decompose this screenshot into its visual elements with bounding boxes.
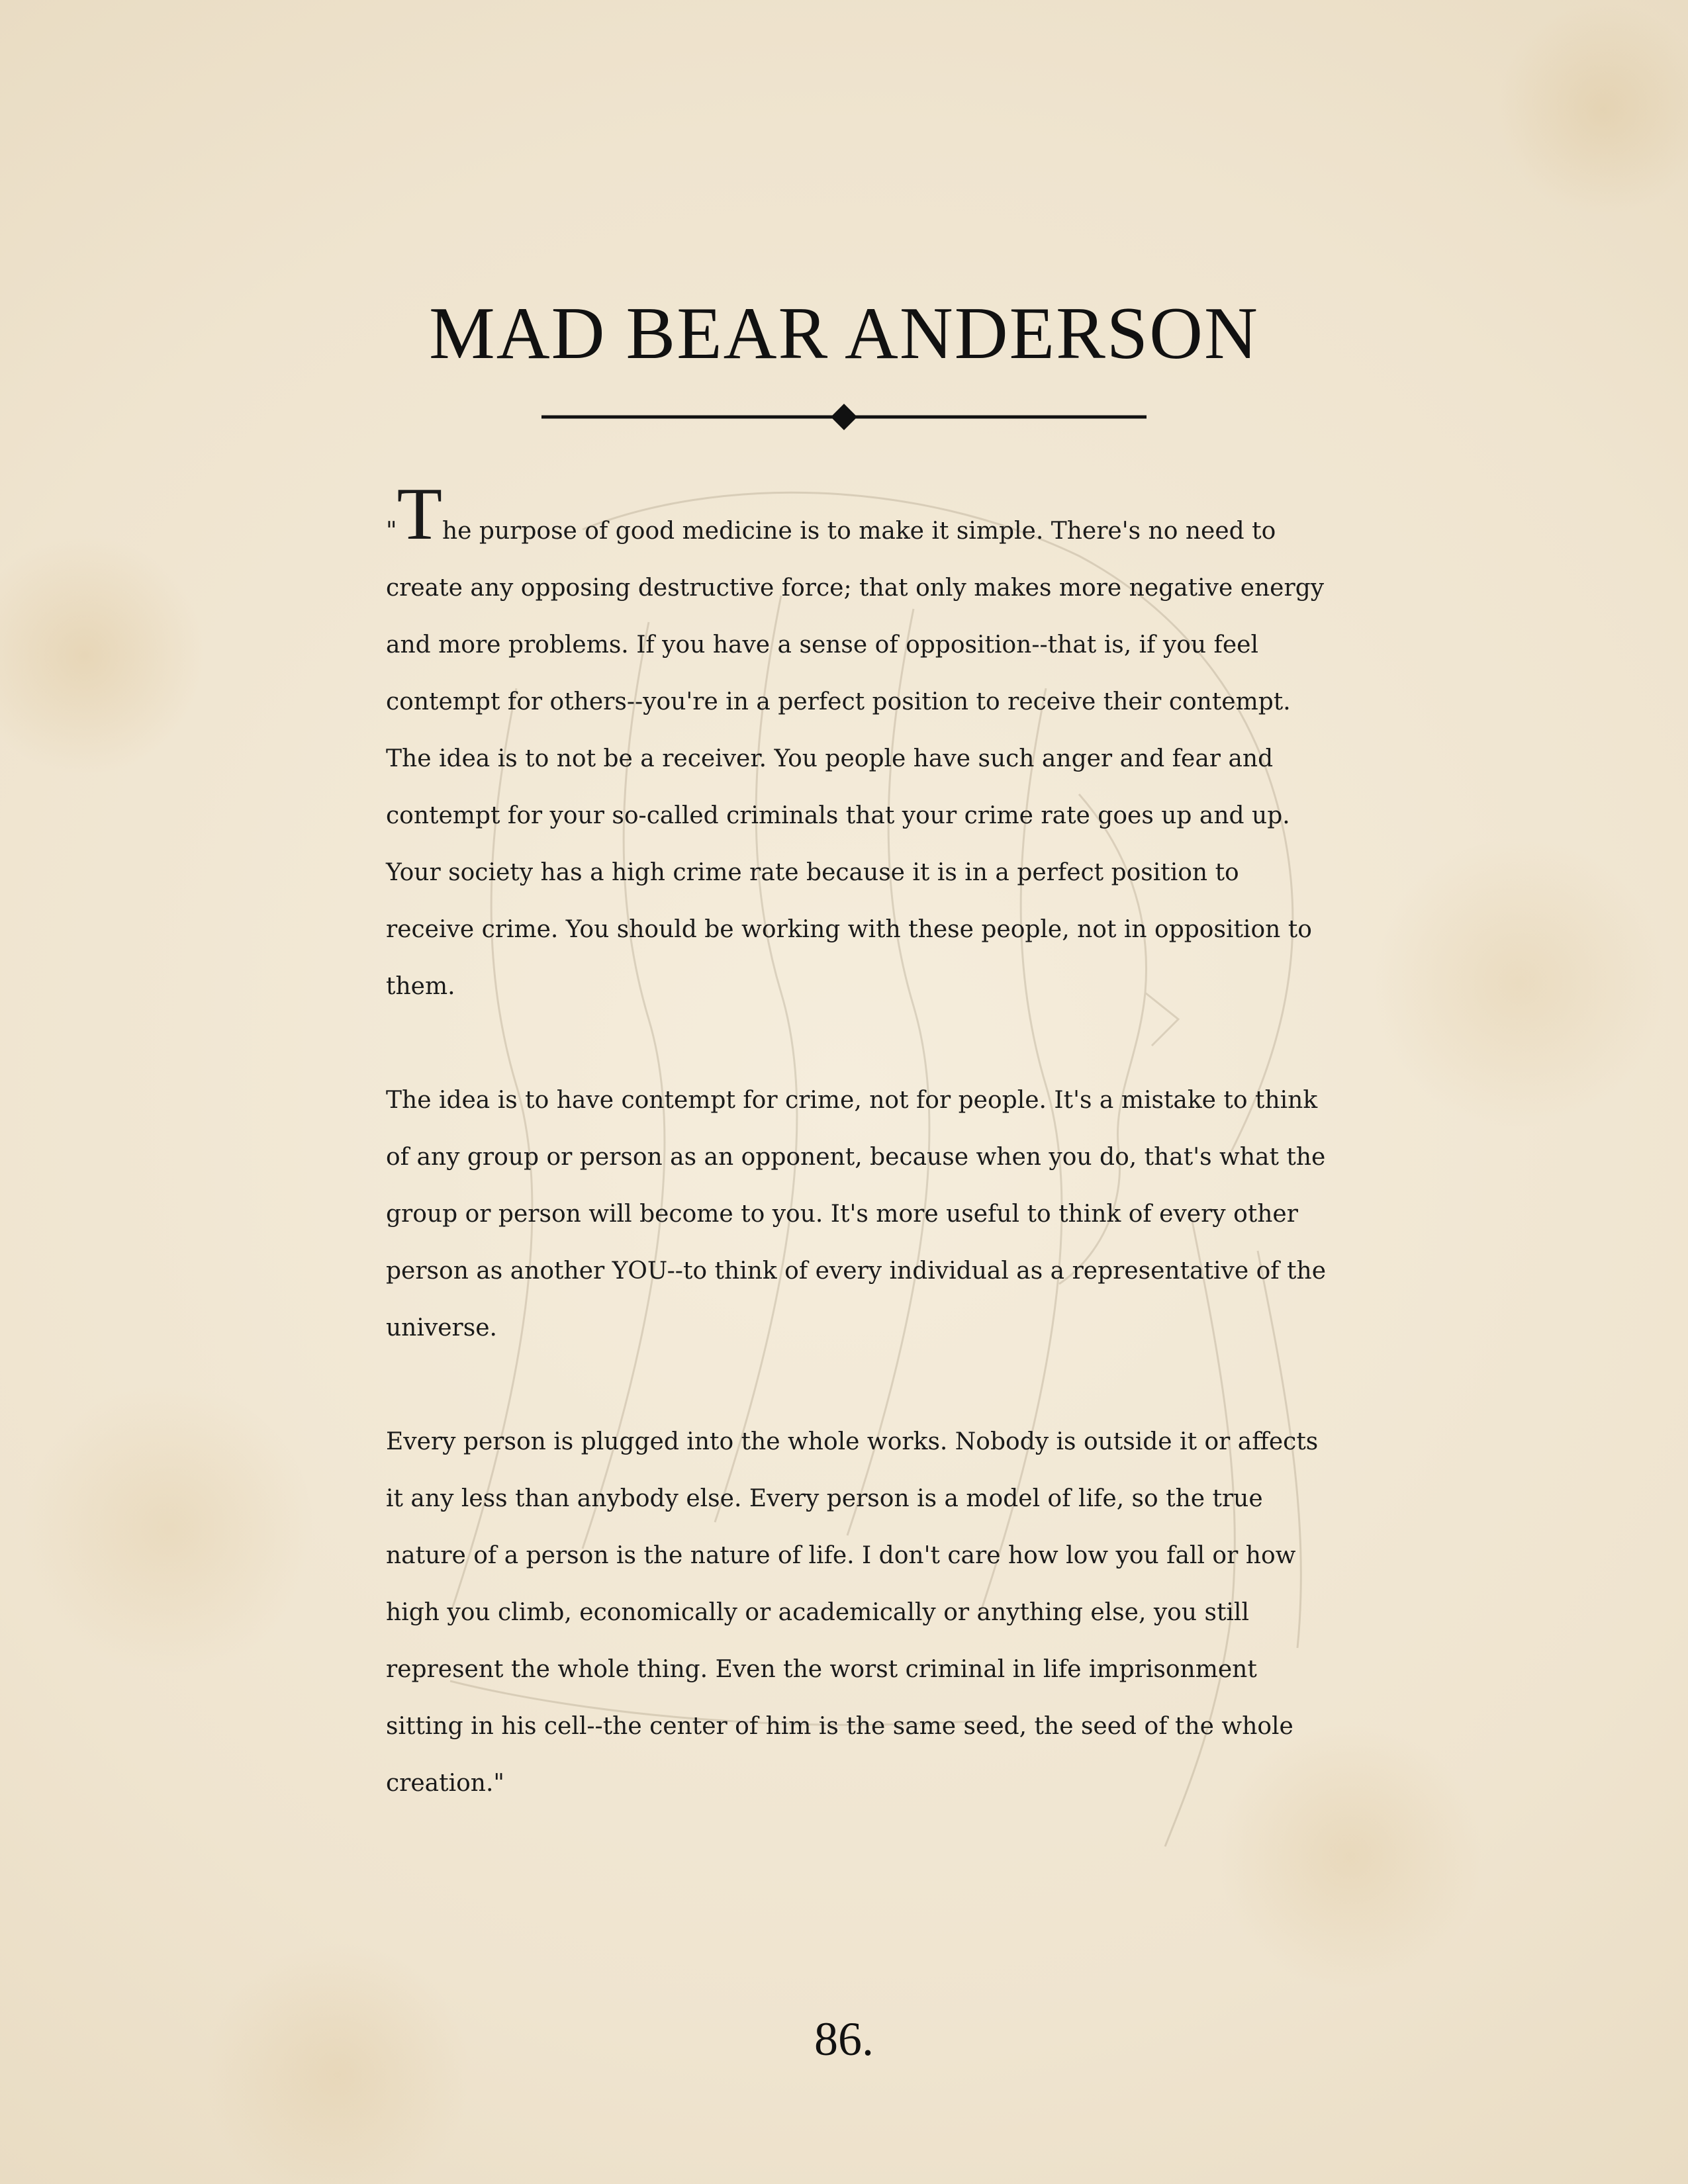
open-quote-mark: " — [386, 518, 397, 545]
quote-paragraph — [386, 473, 1326, 1015]
drop-cap: T — [397, 473, 442, 555]
page-number: 86. — [814, 2013, 874, 2066]
quote-paragraph-text: he purpose of good medicine is to make it simple. There's no need to create any opposing destructive force; that only makes more negative energy and more problems. If you have a sense of opposition--that is, if you feel contempt for others--you're in a perfect position to receive their contempt. The idea is to not be a receiver. You people have such anger and fear and contempt for your so-called criminals that your crime rate goes up and up. Your society has a high crime rate because it is in a perfect position to receive crime. You should be working with these people, not in opposition to them. — [386, 518, 1325, 1000]
quote-paragraph: Every person is plugged into the whole works. Nobody is outside it or affects it any less than anybody else. Every person is a model of life, so the true nature of a person is the nature of life. I don't care how low you fall or how high you climb, economically or academically or anything else, you still represent the whole thing. Even the worst criminal in life imprisonment sitting in his cell--the center of him is the same seed, the seed of the whole creation." — [386, 1428, 1319, 1797]
quote-paragraph: The idea is to have contempt for crime, not for people. It's a mistake to think of any group or person as an opponent, because when you do, that's what the group or person will become to you. It's more useful to think of every other person as another YOU--to think of every individual as a representative of the universe. — [386, 1087, 1327, 1342]
document-title: MAD BEAR ANDERSON — [429, 293, 1259, 375]
quote-body — [386, 473, 1327, 1869]
line-diamond-divider-icon — [541, 397, 1147, 437]
